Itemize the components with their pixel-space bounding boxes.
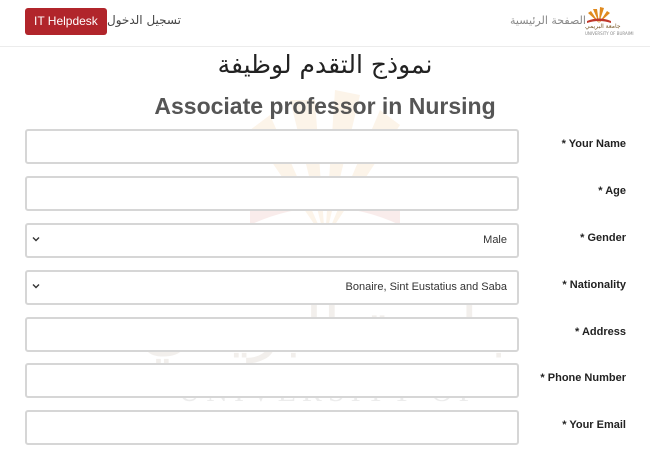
phone-label: * Phone Number [540, 372, 626, 384]
form-row-nationality [0, 270, 650, 304]
age-input[interactable] [27, 178, 517, 209]
nationality-selected-value: Bonaire, Sint Eustatius and Saba [345, 281, 507, 293]
it-helpdesk-button[interactable]: IT Helpdesk [25, 8, 107, 35]
page-title-arabic: نموذج التقدم لوظيفة [217, 50, 433, 79]
address-input[interactable] [27, 319, 517, 350]
address-field[interactable] [25, 317, 519, 352]
email-field[interactable] [25, 410, 519, 445]
phone-field[interactable] [25, 363, 519, 398]
gender-select[interactable] [25, 223, 519, 258]
gender-label: * Gender [580, 232, 626, 244]
sun-logo-icon [583, 6, 627, 24]
name-field[interactable] [25, 129, 519, 164]
form-row-phone [0, 363, 650, 397]
email-label: * Your Email [562, 419, 626, 431]
login-link[interactable]: تسجيل الدخول [107, 13, 181, 27]
top-navbar [0, 0, 650, 47]
form-row-email [0, 410, 650, 444]
address-label: * Address [575, 326, 626, 338]
chevron-down-icon [31, 234, 41, 244]
logo-arabic-text: جامعة البريمي [585, 23, 621, 30]
nationality-select[interactable] [25, 270, 519, 305]
chevron-down-icon [31, 281, 41, 291]
form-row-gender [0, 223, 650, 257]
name-input[interactable] [27, 131, 517, 162]
home-link[interactable]: الصفحة الرئيسية [510, 14, 586, 27]
gender-selected-value: Male [483, 234, 507, 246]
university-logo[interactable] [583, 6, 634, 38]
name-label: * Your Name [561, 138, 626, 150]
nationality-label: * Nationality [562, 279, 626, 291]
form-row-address [0, 317, 650, 351]
age-label: * Age [598, 185, 626, 197]
form-row-age [0, 176, 650, 210]
phone-input[interactable] [27, 365, 517, 396]
email-input[interactable] [27, 412, 517, 443]
form-row-name [0, 129, 650, 163]
page-title-english: Associate professor in Nursing [154, 93, 496, 119]
age-field[interactable] [25, 176, 519, 211]
logo-english-text: UNIVERSITY OF BURAIMI [585, 31, 634, 36]
